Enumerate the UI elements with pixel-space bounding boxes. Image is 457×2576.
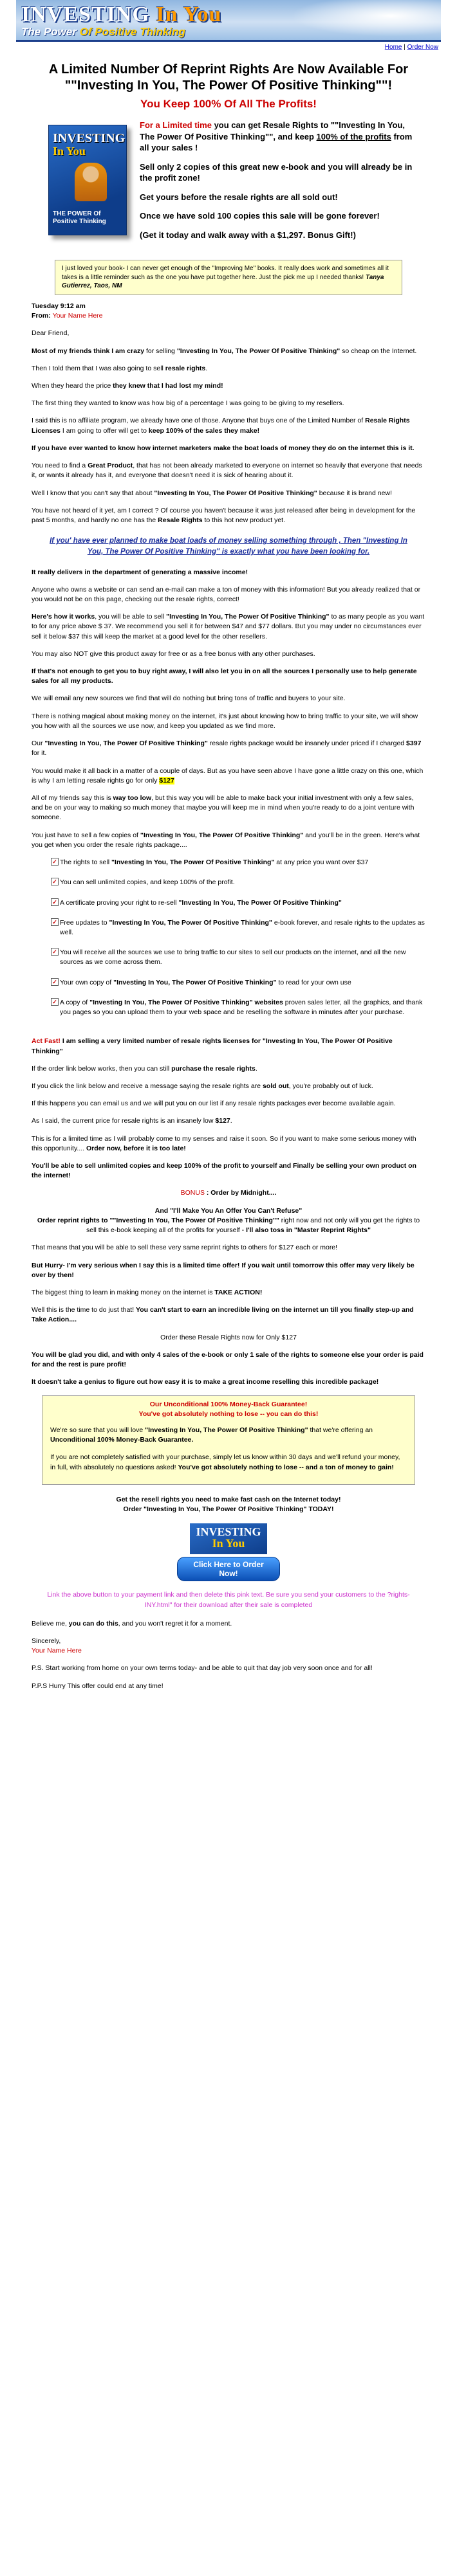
list-item: ✓ You will receive all the sources we use to bring traffic to our sites to sell our products on the internet, and all the new sources as we come across them. [51,948,425,967]
ebook-thumbnail: INVESTING In You [190,1523,267,1554]
click-to-order-button[interactable]: Click Here to Order Now! [177,1557,280,1581]
list-item: ✓ A copy of "Investing In You, The Power Of Positive Thinking" websites proven sales letter, all the graphics, and thank you pages so you can upload them to your web space and be reselling the software in minutes after your purchase. [51,998,425,1017]
list-item: ✓ Free updates to "Investing In You, The Power Of Positive Thinking" e-book forever, and resale rights to the updates as well. [51,918,425,938]
guarantee-box: Our Unconditional 100% Money-Back Guarantee! You've got absolutely nothing to lose -- you can do this! We're so sure that you will love "Investing In You, The Power Of Positive Thinking" that we're offering an Unconditional 100% Money-Back Guarantee. If you are not completely satisfied with your purchase, simply let us know within 30 days and we'll refund your money, in full, with absolutely no questions asked! You've got absolutely nothing to lose -- and a ton of money to gain! [42,1395,415,1485]
figure-icon [75,163,107,201]
checkmark-icon: ✓ [51,898,59,906]
testimonial-box: I just loved your book- I can never get enough of the "Improving Me" books. It really does work and sometimes all it takes is a little reminder such as the one you have put together here. Just the pick me up I needed thanks! Tanya Gutierrez, Taos, NM [55,260,402,295]
from-name: Your Name Here [52,312,103,320]
banner-title: INVESTING In You [21,3,222,26]
feature-list [32,858,425,1017]
pink-instruction: Link the above button to your payment link and then delete this pink text. Be sure you send your customers to the ?rights-INY.html" for their download after their sale is completed [47,1591,410,1609]
cta-text: Get the resell rights you need to make fast cash on the Internet today! Order "Investing In You, The Power Of Positive Thinking" TODAY! [116,1495,341,1514]
offer-text: For a Limited time you can get Resale Rights to ""Investing In You, The Power Of Positive Thinking"", and keep 100% of the profits from all your sales ! Sell only 2 copies of this great new e-book and you will already be in the profit zone! Get yours before the resale rights are all sold out! Once we have sold 100 copies this sale will be gone forever! (Get it today and walk away with a $1,297. Bonus Gift!) [140,120,413,240]
checkmark-icon: ✓ [51,918,59,926]
ebook-cover-image: INVESTING In You THE POWER Of Positive Thinking [48,125,127,235]
headline: A Limited Number Of Reprint Rights Are Now Available For ""Investing In You, The Power Of Positive Thinking""! [48,62,409,93]
list-item: ✓ Your own copy of "Investing In You, The Power Of Positive Thinking" to read for your own use [51,978,425,988]
banner-decoration [274,0,441,40]
checkmark-icon: ✓ [51,878,59,885]
highlight-statement: If you' have ever planned to make boat loads of money selling something through , Then "Investing In You, The Power Of Positive Thinking" is exactly what you have been looking for. [50,537,407,556]
checkmark-icon: ✓ [51,998,59,1006]
testimonial-author: Tanya Gutierrez, Taos, NM [62,273,384,290]
header-banner [16,0,441,42]
signoff: Believe me, you can do this, and you won't regret it for a moment. Sincerely, Your Name Here P.S. Start working from home on your own terms today- and be able to quit that day job very soon once and for all! P.P.S Hurry This offer could end at any time! [32,1619,373,1690]
nav-home-link[interactable]: Home [384,44,402,51]
list-item: ✓ You can sell unlimited copies, and keep 100% of the profit. [51,878,425,887]
checkmark-icon: ✓ [51,948,59,956]
nav-order-link[interactable]: Order Now [407,44,438,51]
checkmark-icon: ✓ [51,858,59,866]
subheadline: You Keep 100% Of All The Profits! [140,98,317,110]
sales-letter: Tuesday 9:12 am From: Your Name Here Dear Friend, Most of my friends think I am crazy for selling "Investing In You, The Power Of Positive Thinking" so cheap on the Internet. Then I told them that I was also going to sell resale rights. When they heard the price they knew that I had lost my mind! The first thing they wanted to know was how big of a percentage I was going to be giving to my resellers. I said this is no affiliate program, we already have one of those. Anyone that buys one of the Limited Number of Resale Rights Licenses I am going to offer will get to keep 100% of the sales they make! If you have ever wanted to know how internet marketers make the boat loads of money they do on the internet this is it. You need to find a Great Product, that has not been already marketed to everyone on internet so heavily that everyone that needs it, or wants it already has it, and everyone that doesn't need it is sick of hearing about it. Well I know that you can't say that about "Investing In You, The Power Of Positive Thinking" because it is brand new! You have not heard of it yet, am I correct ? Of course you haven't because it was just released after being in development for the past 5 months, and hardly no one has the Resale Rights to this hot new product yet. If you' have ever planned to make boat loads of money selling something through , Then "Investing In You, The Power Of Positive Thinking" is exactly what you have been looking for. It really delivers in the department of generating a massive income! Anyone who owns a website or can send an e-mail can make a ton of money with this information! But you already realized that or you would not be on this page, checking out the resale rights, correct! Here's how it works, you will be able to sell "Investing In You, The Power Of Positive Thinking" to as many people as you want to for any price above $ 37. We recommend you sell it for between $47 and $77 dollars. But you may under no circumstances ever sell it below $37 this will keep the market at a good level for the other resellers. You may also NOT give this product away for free or as a free bonus with any other purchases. If that's not enough to get you to buy right away, I will also let you in on all the sources I personally use to help generate sales for all my products. We will email any new sources we find that will do nothing but bring tons of traffic and buyers to your site. There is nothing magical about making money on the internet, it's just about knowing how to bring traffic to your site, we will show you how with all the sources we use now, and keep you updated as we find more. Our "Investing In You, The Power Of Positive Thinking" resale rights package would be insanely under priced if I charged $397 for it. You would make it all back in a matter of a couple of days. But as you have seen above I have gone a little crazy on this one, which is why I am letting resale rights go for only $127 All of my friends say this is way too low, but this way you will be able to make back your initial investment with only a few sales, and be on your way to making so much money that maybe you will keep me in mind when you're ready to do a joint venture with someone. You just have to sell a few copies of "Investing In You, The Power Of Positive Thinking" and you'll be in the green. Here's what you get when you order the resale rights package.... ✓ The rights to sell "Investing In You, The Power Of Positive Thinking" at any price you want over $37 ✓ You can sell unlimited copies, and keep 100% of the profit. ✓ A certificate proving your right to re-sell "Investing In You, The Power Of Positive Thinking" ✓ Free updates to "Investing In You, The Power Of Positive Thinking" e-book forever, and resale rights to the updates as well. ✓ You will receive all the sources we use to bring traffic to our sites to sell our products on the internet, and all the new sources as we come across them. ✓ Your own copy of "Investing In You, The Power Of Positive Thinking" to read for your own use ✓ A copy of "Investing In You, The Power Of Positive Thinking" websites proven sales letter, all the graphics, and thank you pages so you can upload them to your web space and be reselling the software in minutes after your purchase. Act Fast! I am selling a very limited number of resale rights licenses for "Investing In You, The Power Of Positive Thinking" If the order link below works, then you can still purchase the resale rights. If you click the link below and receive a message saying the resale rights are sold out, you're probably out of luck. If this happens you can email us and we will put you on our list if any resale rights packages ever become available again. As I said, the current price for resale rights is an insanely low $127. This is for a limited time as I will probably come to my senses and raise it soon. So if you want to make some serious money with this opportunity.... Order now, before it is too late! You'll be able to sell unlimited copies and keep 100% of the profit to yourself and Finally be selling your own product on the internet! BONUS : Order by Midnight.... And "I'll Make You An Offer You Can't Refuse" Order reprint rights to ""Investing In You, The Power Of Positive Thinking"" right now and not only will you get the rights to sell this e-book keeping all of the profits for yourself - I'll also toss in "Master Reprint Rights" That means that you will be able to sell these very same reprint rights to others for $127 each or more! But Hurry- I'm very serious when I say this is a limited time offer! If you wait until tomorrow this offer may very likely be over by then! The biggest thing to learn in making money on the internet is TAKE ACTION! Well this is the time to do just that! You can't start to earn an incredible living on the internet un till you finally step-up and Take Action.... Order these Resale Rights now for Only $127 You will be glad you did, and with only 4 sales of the e-book or only 1 sale of the rights to someone else your order is paid for and the rest is pure profit! It doesn't take a genius to figure out how easy it is to make a great income reselling this incredible package! [32,302,425,1386]
banner-subtitle: The Power Of Positive Thinking [21,26,186,38]
offer-section [16,120,441,248]
page [16,0,441,1691]
list-item: ✓ The rights to sell "Investing In You, The Power Of Positive Thinking" at any price you want over $37 [51,858,425,867]
checkmark-icon: ✓ [51,978,59,986]
top-nav: Home | Order Now [384,44,438,51]
signature-name: Your Name Here [32,1647,82,1655]
list-item: ✓ A certificate proving your right to re-sell "Investing In You, The Power Of Positive Thinking" [51,898,425,908]
order-button[interactable] [177,1523,280,1581]
